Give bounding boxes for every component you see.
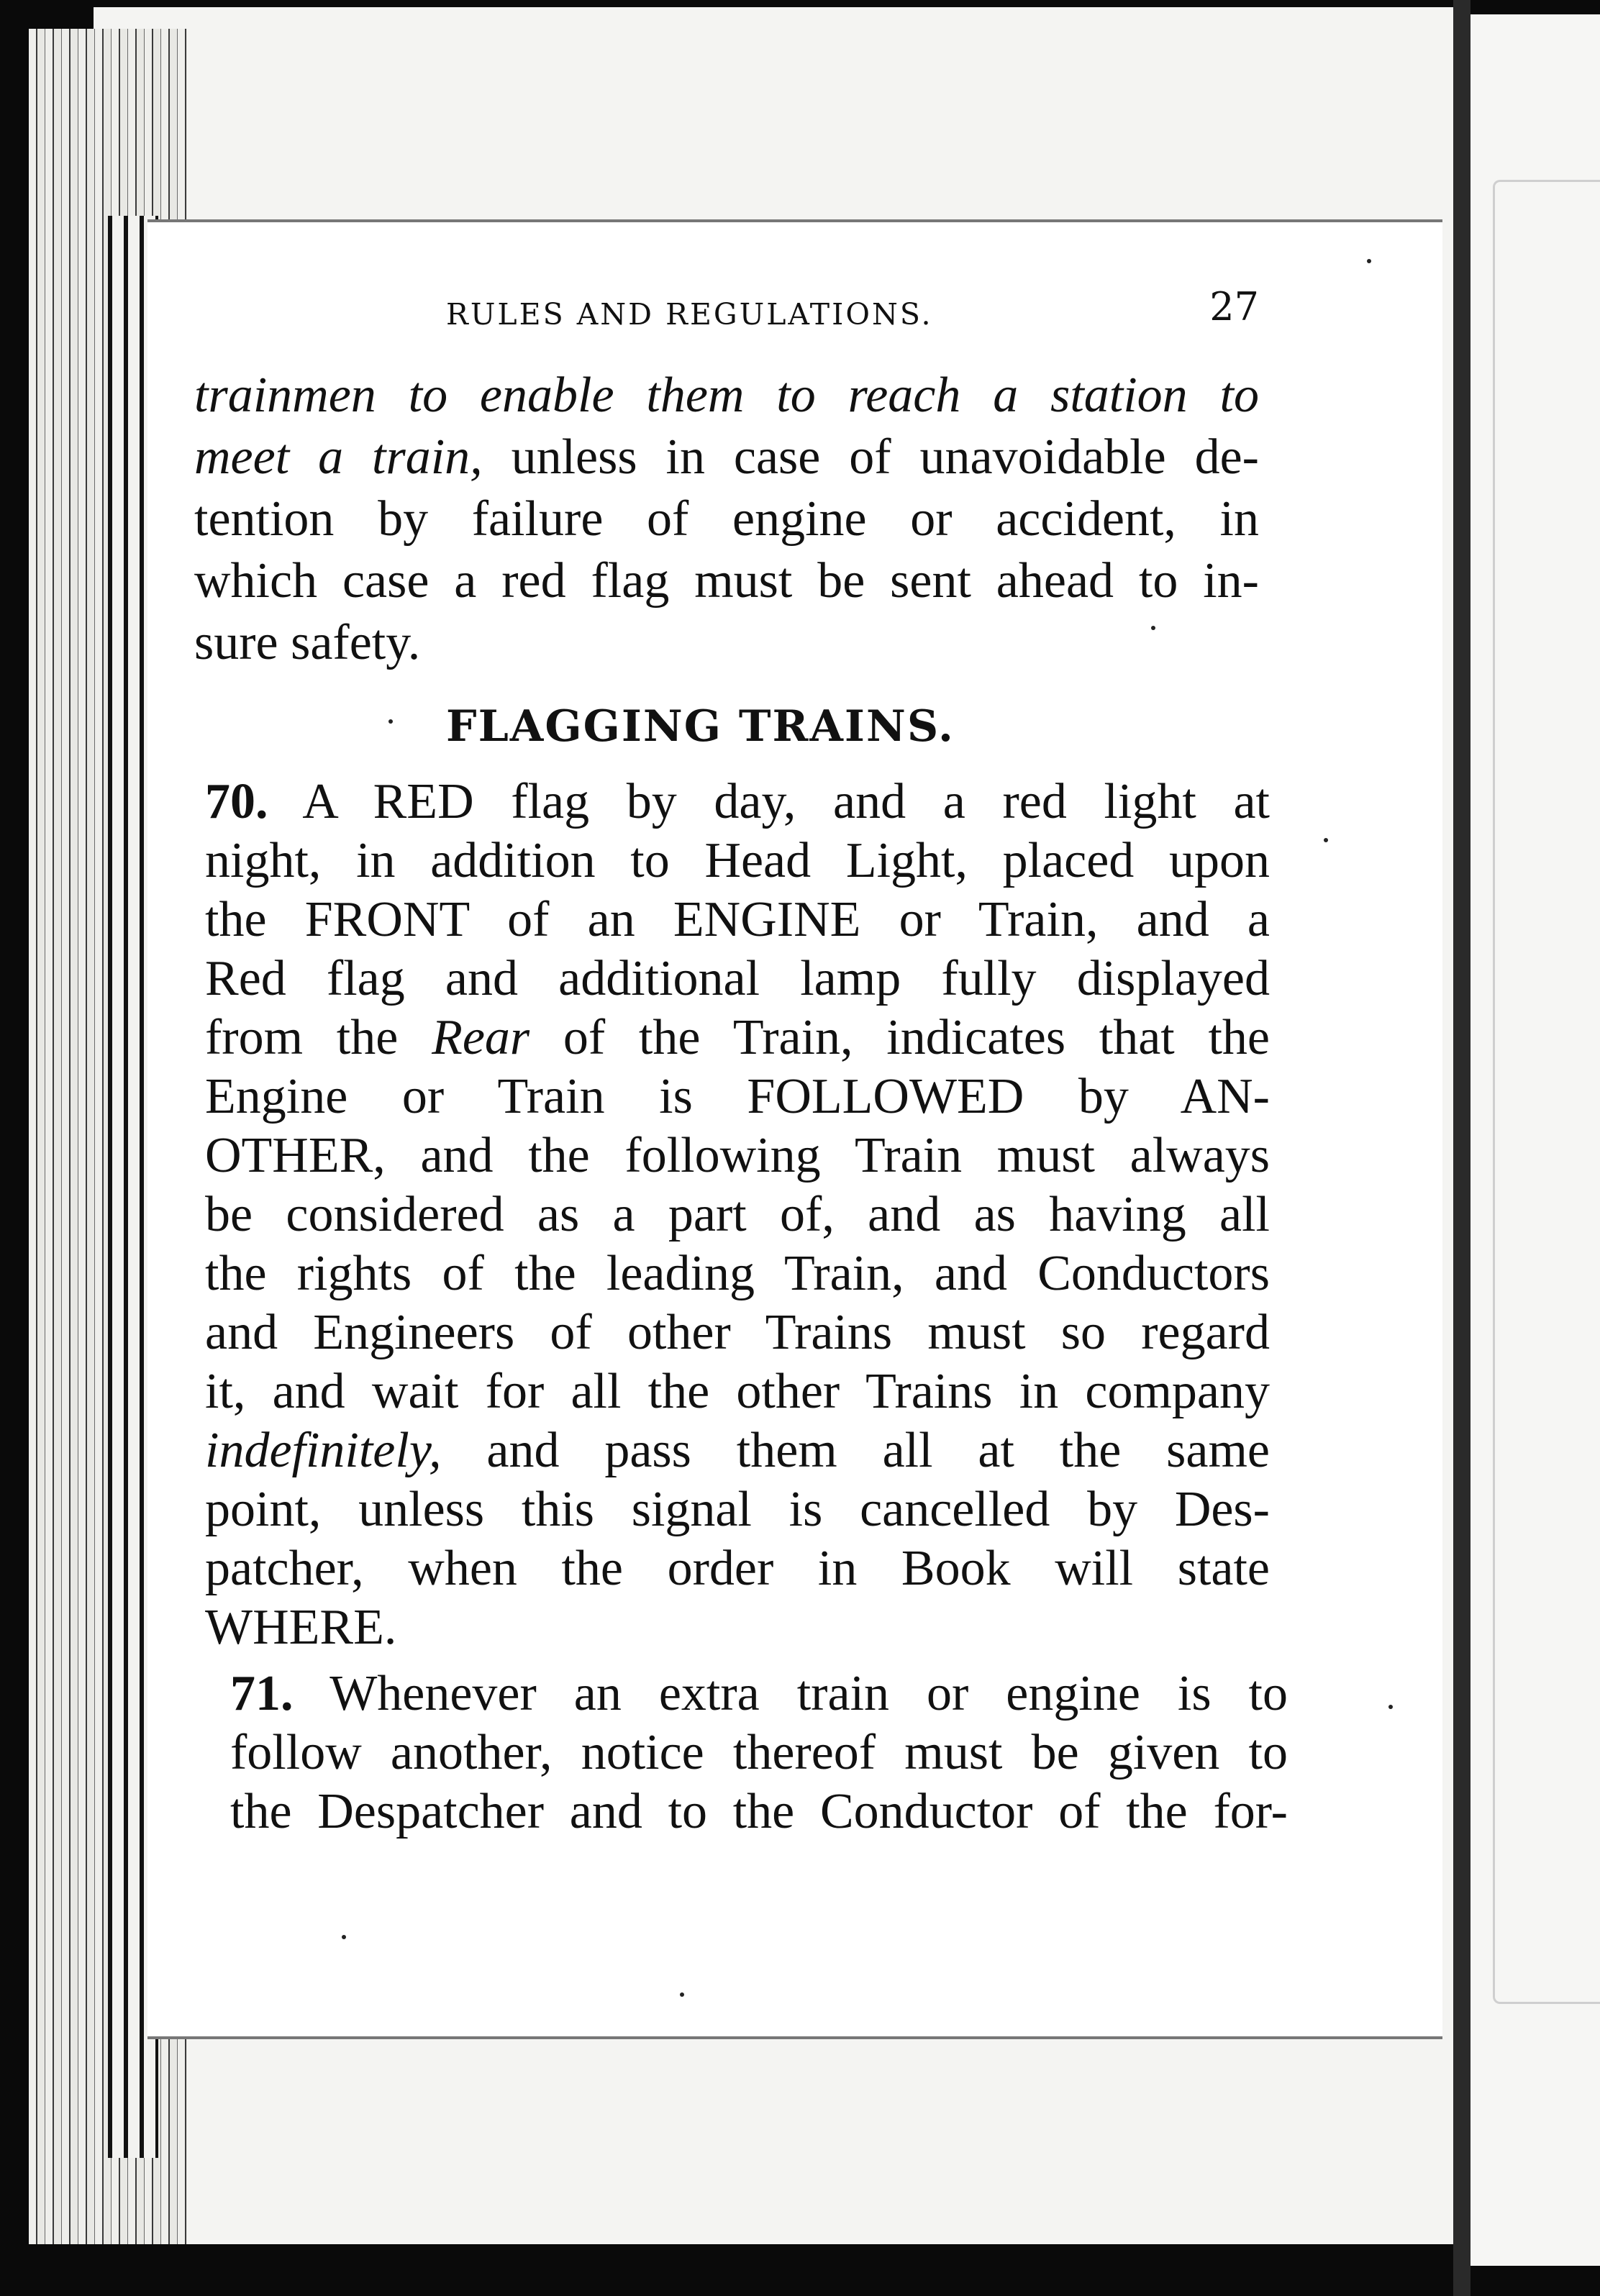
- text-segment: unless in case of unavoidable de-: [482, 429, 1259, 485]
- text-segment: and pass them all at the same: [441, 1423, 1270, 1478]
- text-segment: follow another, notice thereof must be given to: [230, 1725, 1288, 1780]
- text-line: [205, 1186, 1270, 1244]
- text-segment: Engine or Train is FOLLOWED by AN-: [205, 1069, 1270, 1124]
- text-line: [194, 429, 1259, 486]
- text-segment: the rights of the leading Train, and Conductors: [205, 1246, 1270, 1301]
- speck: [1388, 1705, 1393, 1709]
- speck: [1324, 838, 1328, 842]
- page-number: 27: [1209, 284, 1259, 329]
- text-line: [205, 1304, 1270, 1362]
- text-line: [205, 1599, 396, 1657]
- text-line: [230, 1724, 1288, 1782]
- speck: [680, 1992, 684, 1997]
- text-line: [205, 950, 1270, 1008]
- speck: [1151, 626, 1155, 630]
- text-line: [205, 1540, 1270, 1598]
- facing-page-frame: [1493, 180, 1600, 2004]
- text-segment: A RED flag by day, and a red light at: [268, 774, 1270, 829]
- text-line: [205, 891, 1270, 949]
- text-segment: patcher, when the order in Book will state: [205, 1541, 1270, 1596]
- text-line: [205, 1422, 1270, 1480]
- text-line: [205, 1245, 1270, 1303]
- text-segment: meet a train,: [194, 429, 483, 485]
- text-line: [205, 1481, 1270, 1539]
- text-line: [205, 773, 1270, 831]
- text-line: [194, 552, 1259, 610]
- running-head: RULES AND REGULATIONS.: [446, 297, 933, 332]
- speck: [342, 1935, 346, 1939]
- text-line: [230, 1783, 1288, 1841]
- text-line: [230, 1665, 1288, 1723]
- text-line: [205, 1363, 1270, 1421]
- binding-gutter: [1453, 0, 1471, 2296]
- text-segment: night, in addition to Head Light, placed upon: [205, 833, 1270, 888]
- text-line: [205, 1009, 1270, 1067]
- text-segment: point, unless this signal is cancelled by Des-: [205, 1482, 1270, 1537]
- text-segment: 71.: [230, 1666, 294, 1721]
- text-segment: of the Train, indicates that the: [529, 1010, 1271, 1065]
- text-segment: Whenever an extra train or engine is to: [293, 1666, 1288, 1721]
- text-line: [205, 1068, 1270, 1126]
- text-line: [205, 1127, 1270, 1185]
- text-segment: which case a red flag must be sent ahead to in-: [194, 553, 1259, 609]
- text-line: [205, 832, 1270, 890]
- text-segment: trainmen to enable them to reach a station to: [194, 368, 1259, 423]
- text-segment: the FRONT of an ENGINE or Train, and a: [205, 892, 1270, 947]
- text-segment: it, and wait for all the other Trains in company: [205, 1364, 1270, 1419]
- text-segment: sure safety.: [194, 615, 421, 670]
- text-segment: tention by failure of engine or accident, in: [194, 491, 1259, 547]
- text-line: [194, 367, 1259, 424]
- text-segment: the Despatcher and to the Conductor of the for-: [230, 1784, 1288, 1839]
- text-segment: OTHER, and the following Train must always: [205, 1128, 1270, 1183]
- page-header: [446, 284, 1259, 334]
- speck: [1367, 259, 1371, 263]
- text-segment: WHERE.: [205, 1600, 397, 1655]
- text-segment: Red flag and additional lamp fully displayed: [205, 951, 1270, 1006]
- text-segment: be considered as a part of, and as having all: [205, 1187, 1270, 1242]
- section-heading: FLAGGING TRAINS.: [446, 701, 955, 752]
- text-segment: and Engineers of other Trains must so regard: [205, 1305, 1270, 1360]
- text-line: [194, 491, 1259, 548]
- text-line: [194, 614, 420, 672]
- text-segment: from the: [205, 1010, 432, 1065]
- text-segment: Rear: [432, 1010, 530, 1065]
- text-segment: indefinitely,: [205, 1423, 442, 1478]
- text-segment: 70.: [205, 774, 268, 829]
- speck: [388, 719, 393, 724]
